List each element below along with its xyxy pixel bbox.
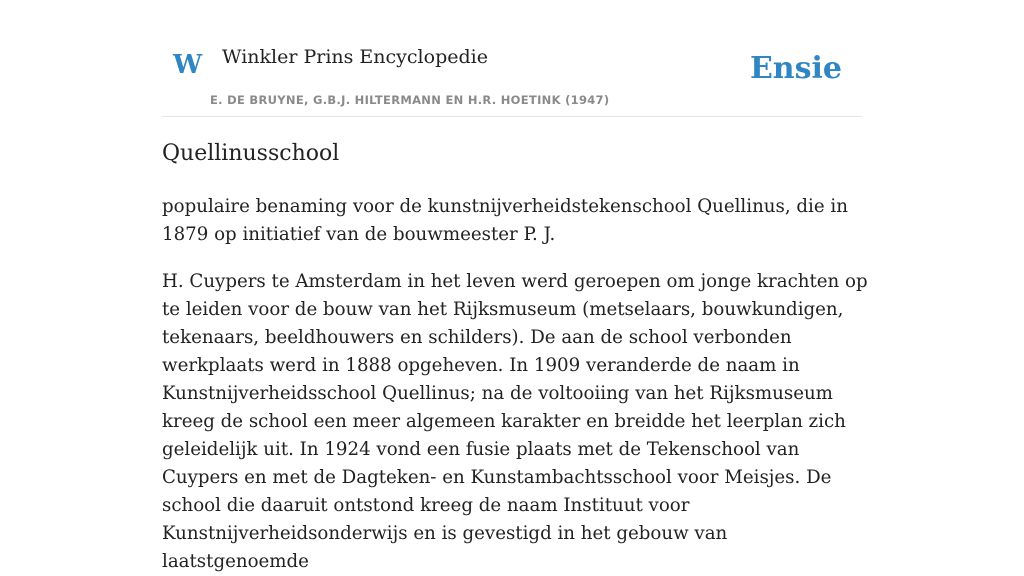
winkler-prins-logo[interactable]: W bbox=[173, 50, 203, 80]
authors-line: E. DE BRUYNE, G.B.J. HILTERMANN EN H.R. HOETINK (1947) bbox=[210, 93, 610, 107]
article-title: Quellinusschool bbox=[162, 141, 340, 166]
site-header bbox=[162, 0, 862, 117]
article-paragraph-2: H. Cuypers te Amsterdam in het leven werd geroepen om jonge krachten op te leiden voor de bouw van het Rijksmuseum (metselaars, bouwkundigen, tekenaars, beeldhouwers en schilders). De aan de school verbonden werkplaats werd in 1888 opgeheven. In 1909 veranderde de naam in Kunstnijverheidsschool Quellinus; na de voltooiing van het Rijksmuseum kreeg de school een meer algemeen karakter en breidde het leerplan zich geleidelijk uit. In 1924 vond een fusie plaats met de Tekenschool van Cuypers en met de Dagteken- en Kunstambachtsschool voor Meisjes. De school die daaruit ontstond kreeg de naam Instituut voor Kunstnijverheidsonderwijs en is gevestigd in het gebouw van laatstgenoemde bbox=[162, 270, 868, 572]
article-paragraph-1: populaire benaming voor de kunstnijverheidstekenschool Quellinus, die in 1879 op initiatief van de bouwmeester P. J. bbox=[162, 195, 848, 245]
article bbox=[162, 140, 872, 576]
ensie-logo-link[interactable]: Ensie bbox=[749, 51, 842, 86]
encyclopedia-title: Winkler Prins Encyclopedie bbox=[222, 46, 488, 68]
